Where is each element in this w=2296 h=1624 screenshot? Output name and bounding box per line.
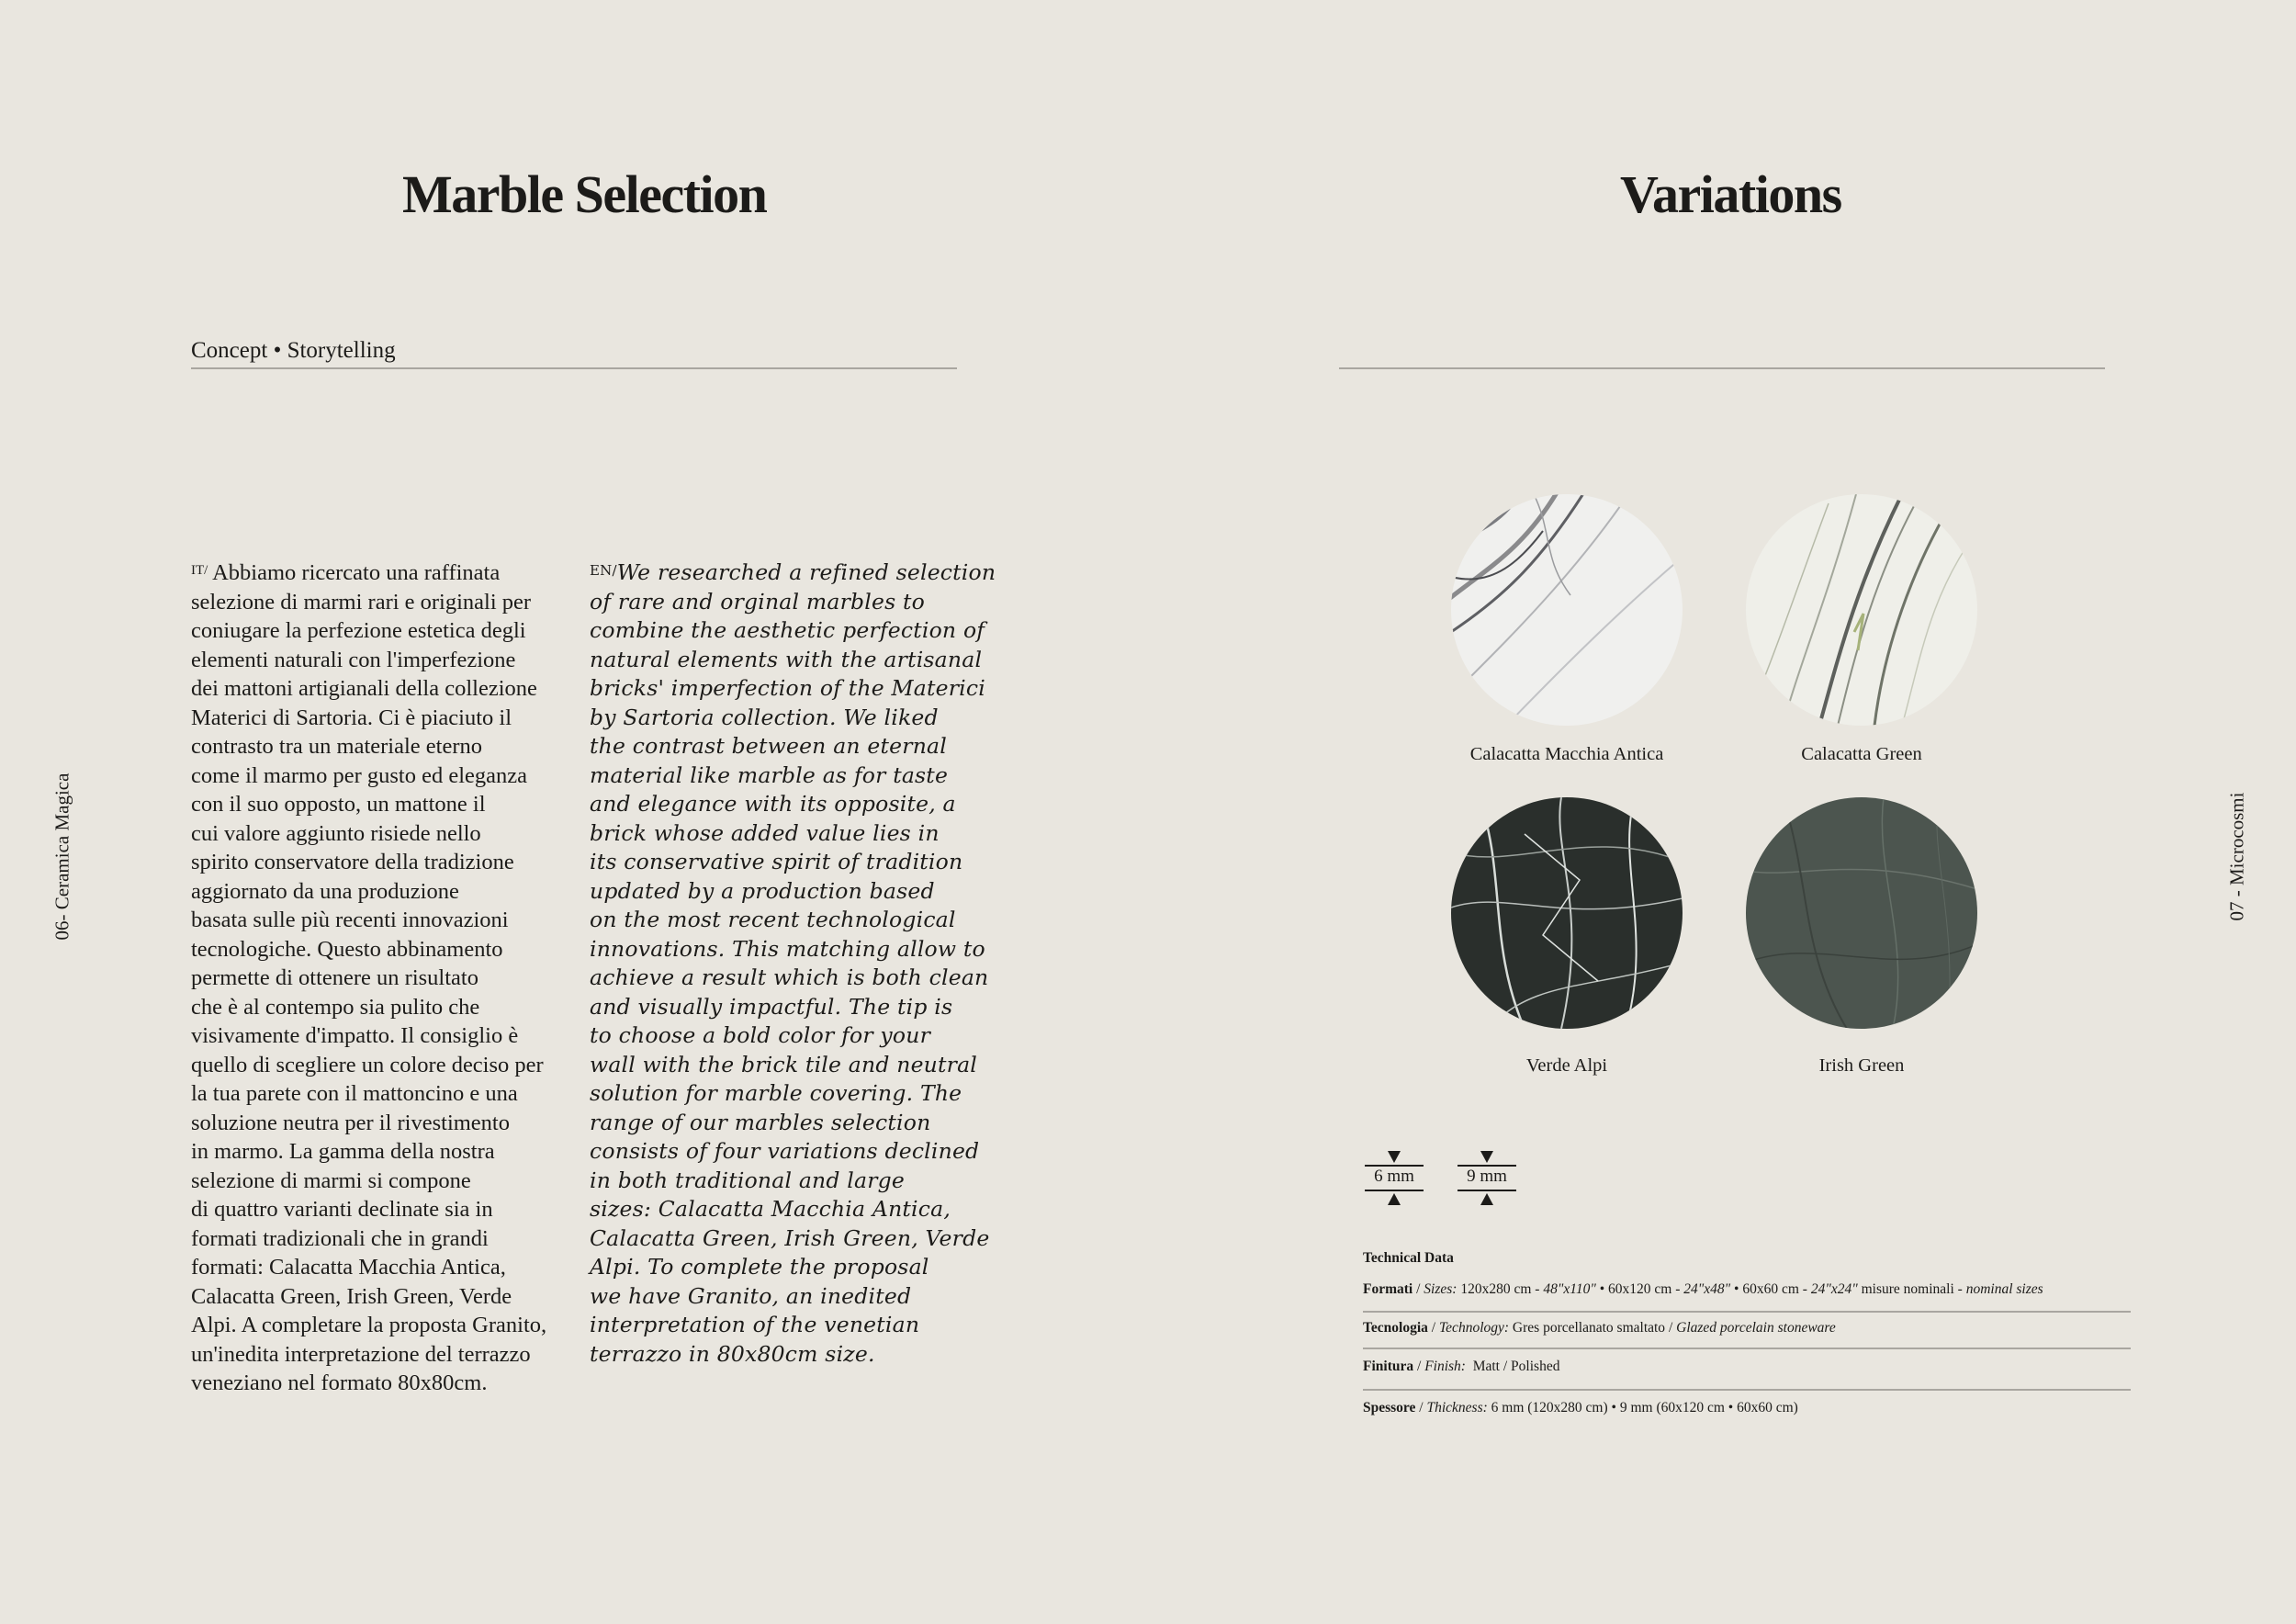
english-text-line: updated by a production based [590, 877, 935, 904]
italian-text-line: un'inedita interpretazione del terrazzo [191, 1341, 531, 1367]
english-text-line: achieve a result which is both clean [590, 964, 989, 990]
italian-text-line: quello di scegliere un colore deciso per [191, 1052, 544, 1077]
english-text-line: interpretation of the venetian [590, 1312, 920, 1337]
swatch-label-calacatta-green: Calacatta Green [1801, 744, 1922, 764]
italian-text-line: Calacatta Green, Irish Green, Verde [191, 1283, 512, 1309]
tech-divider [1363, 1311, 2131, 1313]
italian-text-line: basata sulle più recenti innovazioni [191, 908, 509, 932]
english-text-line: combine the aesthetic perfection of [590, 617, 985, 643]
italian-text-line: la tua parete con il mattoncino e una [191, 1081, 518, 1106]
italian-text-column [191, 558, 577, 1398]
english-text-line: on the most recent technological [590, 907, 956, 932]
italian-text-line: con il suo opposto, un mattone il [191, 792, 486, 817]
italian-text-line: visivamente d'impatto. Il consiglio è [191, 1023, 519, 1048]
italian-text-line: tecnologiche. Questo abbinamento [191, 936, 503, 962]
italian-text-line: formati tradizionali che in grandi [191, 1225, 489, 1251]
english-text-line: sizes: Calacatta Macchia Antica, [590, 1196, 951, 1222]
italian-text-line: soluzione neutra per il rivestimento [191, 1110, 510, 1135]
english-text-line: solution for marble covering. The [590, 1080, 962, 1106]
right-page-title: Variations [1620, 164, 1841, 224]
english-text-line: consists of four variations declined [590, 1138, 980, 1164]
english-text-line: terrazzo in 80x80cm size. [590, 1340, 875, 1367]
right-page-side-label: 07 - Microcosmi [2225, 792, 2248, 921]
left-page-title: Marble Selection [402, 164, 767, 224]
english-text-line: by Sartoria collection. We liked [590, 704, 939, 730]
italian-text-line: aggiornato da una produzione [191, 878, 459, 904]
english-text-column [590, 558, 996, 1369]
english-text-line: to choose a bold color for your [590, 1022, 931, 1048]
italian-text-line: di quattro varianti declinate sia in [191, 1197, 493, 1222]
tech-row-spessore: Spessore / Thickness: 6 mm (120x280 cm) • 9 mm (60x120 cm • 60x60 cm) [1363, 1400, 1798, 1415]
italian-text-line: elementi naturali con l'imperfezione [191, 647, 516, 672]
italian-text-line: permette di ottenere un risultato [191, 965, 478, 990]
tech-row-finitura: Finitura / Finish: Matt / Polished [1363, 1359, 1560, 1374]
italian-marker: IT/ [191, 563, 208, 578]
swatch-label-irish-green: Irish Green [1818, 1055, 1905, 1076]
english-text-line: and visually impactful. The tip is [590, 993, 953, 1020]
italian-text-line: selezione di marmi rari e originali per [191, 589, 532, 615]
swatch-verde-alpi [1451, 797, 1683, 1029]
english-text-line: we have Granito, an inedited [590, 1282, 912, 1309]
english-text-line: innovations. This matching allow to [590, 935, 985, 962]
english-first-line: $^{EN/}$We researched a refined selection [590, 559, 996, 585]
swatch-irish-green [1746, 797, 1977, 1029]
swatch-label-calacatta-macchia-antica: Calacatta Macchia Antica [1469, 744, 1664, 764]
left-divider [191, 367, 957, 369]
english-text-line: and elegance with its opposite, a [590, 791, 956, 817]
english-text-line: of rare and orginal marbles to [590, 588, 926, 615]
italian-text-line: formati: Calacatta Macchia Antica, [191, 1255, 506, 1280]
italian-first-line: $^{IT/}$ Abbiamo ricercato una raffinata [191, 560, 501, 585]
right-divider [1339, 367, 2105, 369]
italian-text-line: coniugare la perfezione estetica degli [191, 618, 526, 643]
english-text-line: material like marble as for taste [590, 761, 949, 788]
thickness-9mm-icon [1454, 1148, 1520, 1207]
italian-text-line: Alpi. A completare la proposta Granito, [191, 1313, 547, 1337]
english-text-line: in both traditional and large [590, 1167, 906, 1193]
italian-text-line: veneziano nel formato 80x80cm. [191, 1370, 488, 1395]
english-text-line: range of our marbles selection [590, 1109, 931, 1135]
english-text-line: wall with the brick tile and neutral [590, 1051, 978, 1077]
tech-divider [1363, 1348, 2131, 1349]
english-text-line: the contrast between an eternal [590, 733, 947, 759]
italian-text-line: in marmo. La gamma della nostra [191, 1139, 495, 1164]
english-marker: EN/ [590, 562, 617, 579]
thickness-6mm-label: 6 mm [1374, 1167, 1414, 1186]
italian-text-line: cui valore aggiunto risiede nello [191, 820, 481, 846]
tech-divider [1363, 1389, 2131, 1391]
italian-text-line: dei mattoni artigianali della collezione [191, 676, 537, 701]
left-page-side-label: 06- Ceramica Magica [51, 773, 73, 941]
english-text-line: Alpi. To complete the proposal [590, 1254, 929, 1280]
english-text-line: natural elements with the artisanal [590, 646, 983, 672]
italian-text-line: come il marmo per gusto ed eleganza [191, 762, 527, 788]
italian-text-line: contrasto tra un materiale eterno [191, 734, 482, 759]
thickness-6mm-icon [1361, 1148, 1427, 1207]
swatch-calacatta-green [1746, 494, 1977, 726]
swatch-label-verde-alpi: Verde Alpi [1525, 1055, 1608, 1076]
swatch-calacatta-macchia-antica [1451, 494, 1683, 726]
italian-text-line: spirito conservatore della tradizione [191, 850, 514, 874]
italian-text-line: selezione di marmi si compone [191, 1167, 471, 1193]
english-text-line: brick whose added value lies in [590, 819, 940, 846]
section-subtitle: Concept • Storytelling [191, 338, 396, 363]
technical-data-heading: Technical Data [1363, 1250, 1454, 1266]
italian-text-line: Materici di Sartoria. Ci è piaciuto il [191, 705, 512, 730]
tech-row-tecnologia: Tecnologia / Technology: Gres porcellanato smaltato / Glazed porcelain stoneware [1363, 1320, 1836, 1336]
english-text-line: bricks' imperfection of the Materici [590, 675, 985, 701]
thickness-9mm-label: 9 mm [1467, 1167, 1507, 1186]
tech-row-formati: Formati / Sizes: 120x280 cm - 48"x110" • 60x120 cm - 24"x48" • 60x60 cm - 24"x24" misure nominali - nominal sizes [1363, 1281, 2043, 1297]
english-text-line: its conservative spirit of tradition [590, 849, 963, 874]
english-text-line: Calacatta Green, Irish Green, Verde [590, 1224, 990, 1251]
italian-text-line: che è al contempo sia pulito che [191, 994, 480, 1020]
